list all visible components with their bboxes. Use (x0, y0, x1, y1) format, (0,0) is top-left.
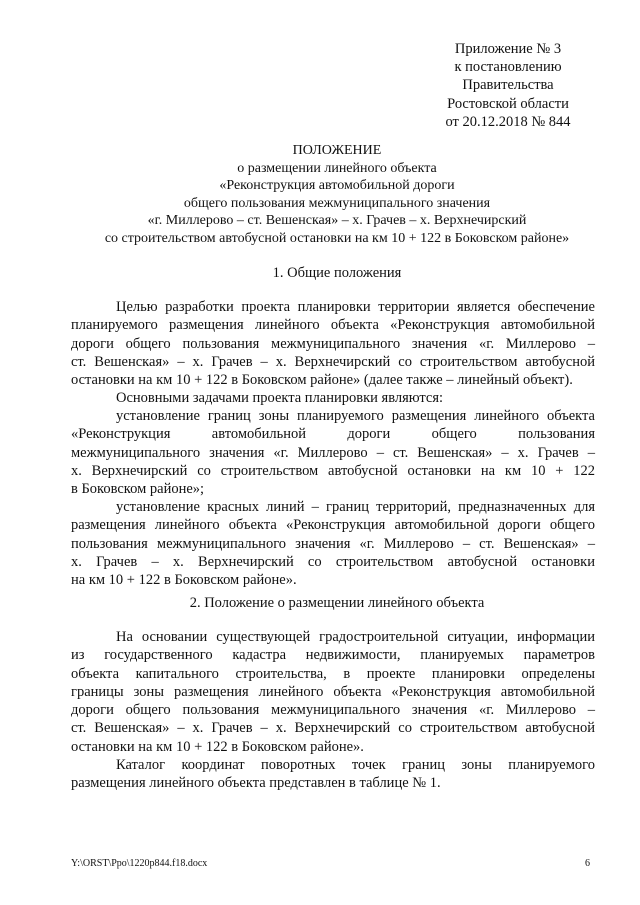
document-title (60, 142, 614, 248)
section-2-heading: 2. Положение о размещении линейного объекта (189, 595, 485, 611)
appendix-block (420, 40, 596, 131)
paragraph-task-2: установление красных линий – границ территорий, предназначенных для размещения линейного объекта «Реконструкция автомобильной дороги общего пользования межмуниципального значения «г. Миллерово – ст. Вешенская» – х. Грачев – х. Верхнечирский со строительством автобусной остановки на км 10 + 122 в Боковском районе». (71, 499, 595, 589)
section-1-heading: 1. Общие положения (272, 265, 402, 281)
appendix-line: Правительства (462, 77, 554, 94)
title-line: общего пользования межмуниципального значения (183, 195, 491, 211)
title-line: «г. Миллерово – ст. Вешенская» – х. Грачев – х. Верхнечирский (147, 213, 527, 229)
appendix-line: Приложение № 3 (454, 41, 562, 57)
paragraph-catalog: Каталог координат поворотных точек границ зоны планируемого размещения линейного объекта представлен в таблице № 1. (71, 757, 595, 792)
paragraph-task-1: установление границ зоны планируемого размещения линейного объекта «Реконструкция автомобильной дороги общего пользования межмуниципального значения «г. Миллерово – ст. Вешенская» – х. Грачев – х. Верхнечирский со строительством автобусной остановки на км 10 + 122 в Боковском районе»; (71, 408, 595, 498)
paragraph-tasks-intro: Основными задачами проекта планировки являются: (116, 390, 444, 406)
appendix-line: к постановлению (454, 59, 562, 76)
paragraph-basis: На основании существующей градостроительной ситуации, информации из государственного кадастра недвижимости, планируемых параметров объекта капитального строительства, в проекте планировки определены границы зоны размещения линейного объекта «Реконструкция автомобильной дороги общего пользования межмуниципального значения «г. Миллерово – ст. Вешенская» – х. Грачев – х. Верхнечирский со строительством автобусной остановки на км 10 + 122 в Боковском районе». (71, 629, 595, 755)
appendix-line: Ростовской области (447, 95, 569, 112)
title-line: ПОЛОЖЕНИЕ (292, 143, 382, 158)
title-line: о размещении линейного объекта (237, 160, 437, 176)
footer-file-path: Y:\ORST\Ppo\1220p844.f18.docx (71, 858, 208, 869)
title-line: со строительством автобусной остановки на км 10 + 122 в Боковском районе» (104, 230, 570, 246)
appendix-line: от 20.12.2018 № 844 (445, 113, 571, 130)
paragraph-goal: Целью разработки проекта планировки территории является обеспечение планируемого размещения линейного объекта «Реконструкция автомобильной дороги общего пользования межмуниципального значения «г. Миллерово – ст. Вешенская» – х. Грачев – х. Верхнечирский со строительством автобусной остановки на км 10 + 122 в Боковском районе» (далее также – линейный объект). (71, 299, 595, 389)
footer-page-number: 6 (585, 858, 590, 869)
title-line: «Реконструкция автомобильной дороги (219, 178, 455, 194)
